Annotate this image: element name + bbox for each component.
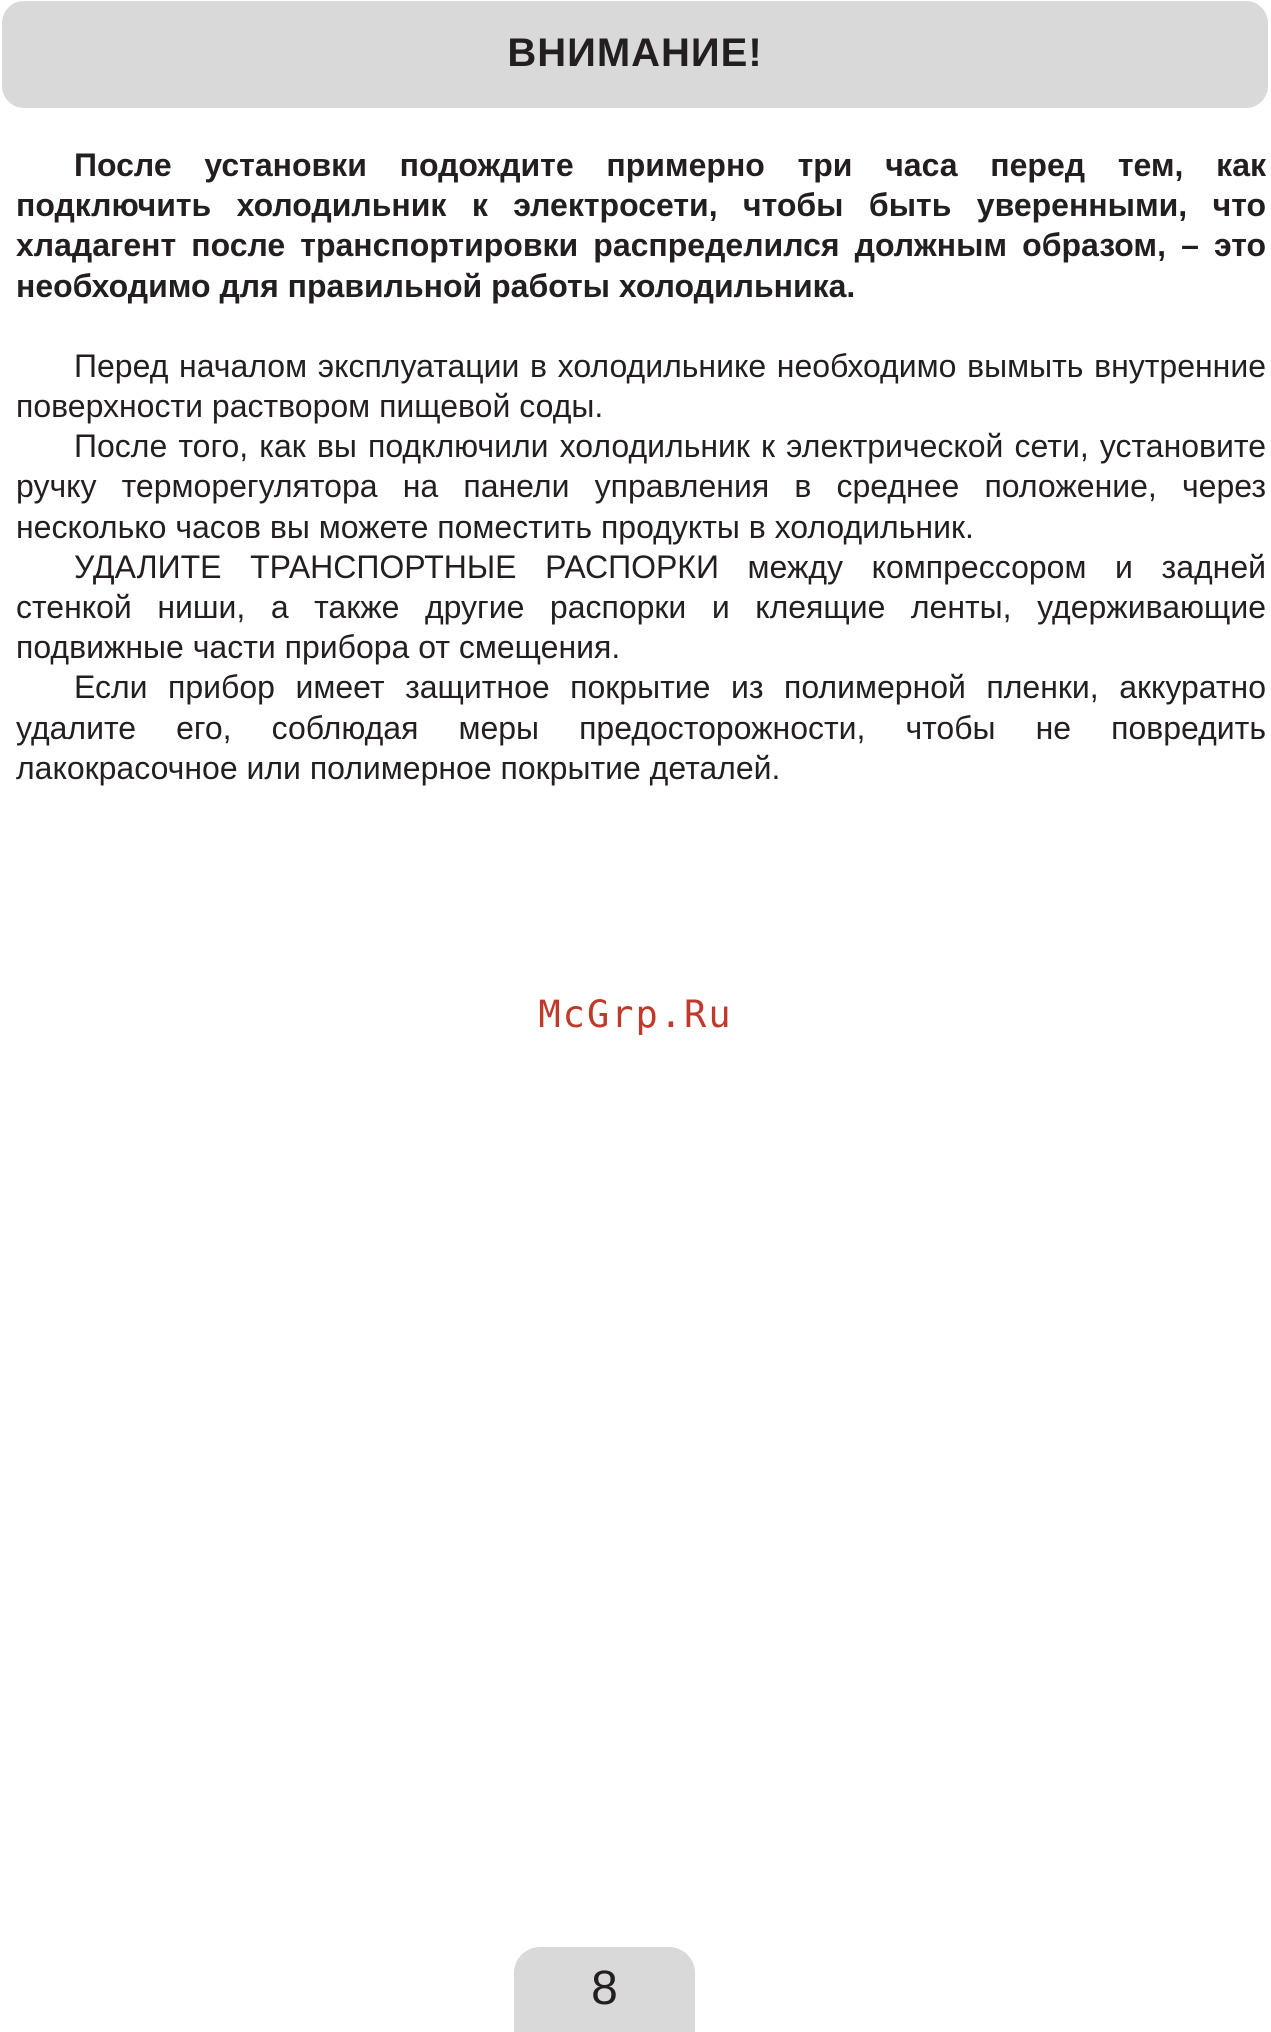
watermark-text: McGrp.Ru	[538, 993, 733, 1036]
document-body	[16, 145, 1266, 788]
warning-paragraph: После установки подождите примерно три часа перед тем, как подключить холодильник к электросети, чтобы быть уверенными, что хладагент после транспортировки распределился должным образом, – это необходимо для правильной работы холодильника.	[16, 147, 1266, 304]
page-number: 8	[591, 1962, 618, 2015]
paragraph-spacer	[16, 306, 1266, 346]
paragraph-transport-spacers: УДАЛИТЕ ТРАНСПОРТНЫЕ РАСПОРКИ между компрессором и задней стенкой ниши, а также другие распорки и клеящие ленты, удерживающие подвижные части прибора от смещения.	[16, 548, 1266, 666]
paragraph-thermostat: После того, как вы подключили холодильник к электрической сети, установите ручку терморегулятора на панели управления в среднее положение, через несколько часов вы можете поместить продукты в холодильник.	[16, 428, 1266, 545]
paragraph-protective-film: Если прибор имеет защитное покрытие из полимерной пленки, аккуратно удалите его, соблюдая меры предосторожности, чтобы не повредить лакокрасочное или полимерное покрытие деталей.	[16, 669, 1266, 786]
warning-title: ВНИМАНИЕ!	[507, 31, 763, 75]
paragraph-washing: Перед началом эксплуатации в холодильнике необходимо вымыть внутренние поверхности раствором пищевой соды.	[16, 347, 1266, 425]
page-number-badge	[514, 1947, 695, 2032]
warning-banner	[2, 1, 1268, 108]
